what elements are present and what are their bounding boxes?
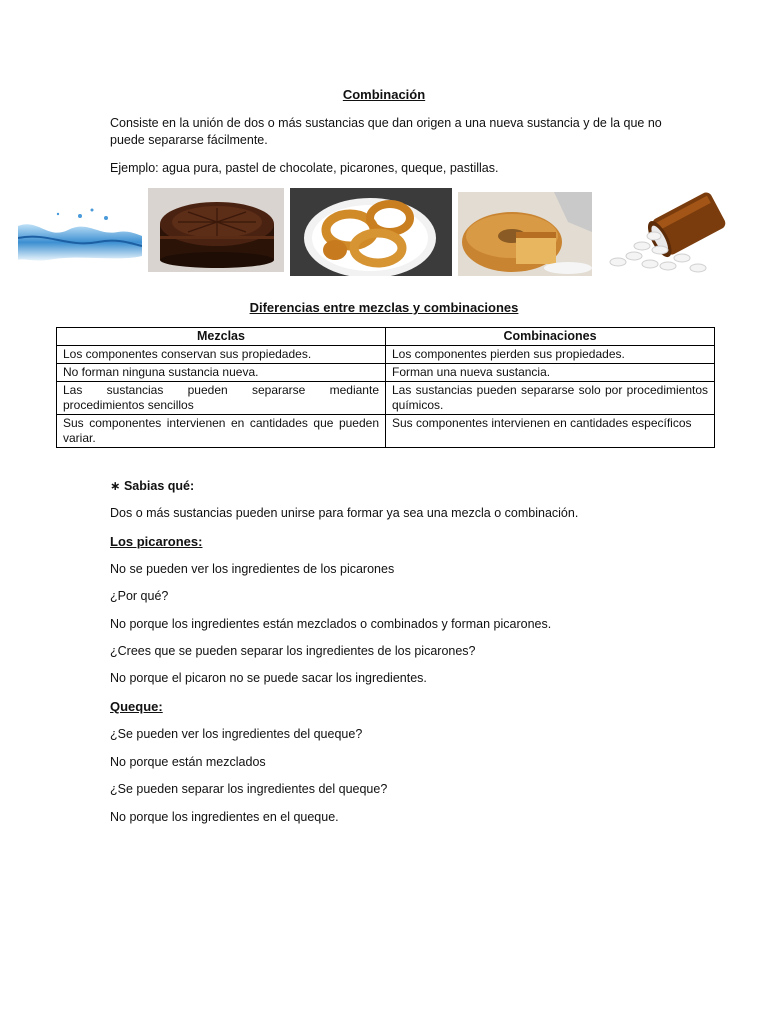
picarones-heading: Los picarones: xyxy=(110,534,203,549)
table-title: Diferencias entre mezclas y combinaciones xyxy=(249,300,519,315)
picarones-line: No porque los ingredientes están mezclados o combinados y forman picarones. xyxy=(110,617,552,631)
definition-paragraph: Consiste en la unión de dos o más sustancias que dan origen a una nueva sustancia y de la que no puede separarse fácilmente. xyxy=(110,116,662,147)
sabias-text: Dos o más sustancias pueden unirse para formar ya sea una mezcla o combinación. xyxy=(110,506,579,520)
table-cell: Forman una nueva sustancia. xyxy=(386,364,715,382)
table-row xyxy=(57,382,715,415)
column-header-combinaciones: Combinaciones xyxy=(386,328,715,346)
water-splash-image xyxy=(18,196,142,268)
queque-line: No porque están mezclados xyxy=(110,755,266,769)
table-cell: Las sustancias pueden separarse solo por procedimientos químicos. xyxy=(386,382,715,415)
queque-line: ¿Se pueden separar los ingredientes del queque? xyxy=(110,782,388,796)
picarones-line: No porque el picaron no se puede sacar los ingredientes. xyxy=(110,671,427,685)
table-row xyxy=(57,415,715,448)
picarones-line: ¿Crees que se pueden separar los ingredientes de los picarones? xyxy=(110,644,476,658)
asterisk-bullet-icon: ∗ xyxy=(110,479,121,493)
sabias-heading xyxy=(110,478,194,493)
table-cell: Los componentes pierden sus propiedades. xyxy=(386,346,715,364)
queque-line: ¿Se pueden ver los ingredientes del queque? xyxy=(110,727,363,741)
picarones-line: No se pueden ver los ingredientes de los picarones xyxy=(110,562,395,576)
table-cell: Las sustancias pueden separarse mediante procedimientos sencillos xyxy=(57,382,386,415)
table-row xyxy=(57,364,715,382)
chocolate-cake-image xyxy=(148,188,284,272)
table-cell: Sus componentes intervienen en cantidades que pueden variar. xyxy=(57,415,386,448)
sabias-title: Sabias qué: xyxy=(123,479,195,493)
comparison-table xyxy=(56,327,715,448)
picarones-image xyxy=(290,188,452,276)
table-row xyxy=(57,346,715,364)
pills-bottle-image xyxy=(598,188,744,278)
table-header-row xyxy=(57,328,715,346)
table-cell: Los componentes conservan sus propiedades. xyxy=(57,346,386,364)
picarones-line: ¿Por qué? xyxy=(110,589,169,603)
column-header-mezclas: Mezclas xyxy=(57,328,386,346)
page-title: Combinación xyxy=(342,87,426,102)
queque-image xyxy=(458,192,592,276)
table-cell: No forman ninguna sustancia nueva. xyxy=(57,364,386,382)
queque-line: No porque los ingredientes en el queque. xyxy=(110,810,339,824)
queque-heading: Queque: xyxy=(110,699,163,714)
table-cell: Sus componentes intervienen en cantidades específicos xyxy=(386,415,715,448)
example-paragraph: Ejemplo: agua pura, pastel de chocolate, picarones, queque, pastillas. xyxy=(110,161,499,175)
